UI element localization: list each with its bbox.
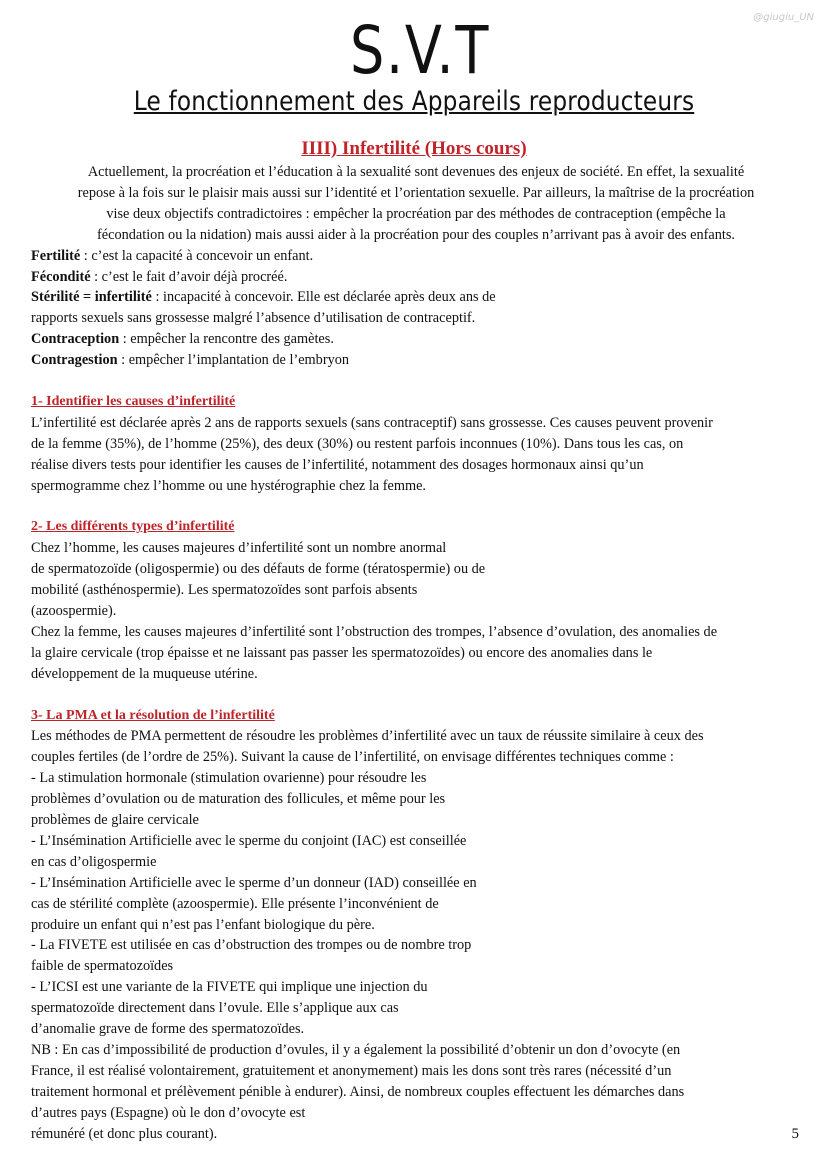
intro-line: vise deux objectifs contradictoires : empêcher la procréation par des méthodes de contraception (empêche la: [106, 205, 726, 222]
paragraph-line: la glaire cervicale (trop épaisse et ne laissant pas passer les spermatozoïdes) ou encore des anomalies dans le: [31, 644, 653, 661]
paragraph-line: réalise divers tests pour identifier les causes de l’infertilité, notamment des dosages hormonaux ainsi qu’un: [31, 456, 644, 473]
subsection-3-body: [31, 726, 801, 1144]
paragraph-line: traitement hormonal et prélèvement pénible à endurer). Ainsi, de nombreux couples effectuent les démarches dans: [31, 1083, 685, 1100]
paragraph-line: faible de spermatozoïdes: [31, 958, 174, 975]
definition-term: Contraception: [31, 331, 120, 348]
definition-term: Stérilité = infertilité: [31, 289, 152, 306]
paragraph-line: d’autres pays (Espagne) où le don d’ovocyte est: [31, 1104, 306, 1121]
watermark: @giugiu_UN: [753, 12, 814, 23]
subsection-2-title: 2- Les différents types d’infertilité: [31, 519, 235, 535]
paragraph-line: de spermatozoïde (oligospermie) ou des défauts de forme (tératospermie) ou de: [31, 561, 486, 578]
intro-line: Actuellement, la procréation et l’éducation à la sexualité sont devenues des enjeux de société. En effet, la sexualité: [87, 164, 745, 180]
intro-line: repose à la fois sur le plaisir mais aussi sur l’identité et l’orientation sexuelle. Par ailleurs, la maîtrise de la procréation: [77, 184, 755, 201]
intro-line: fécondation ou la nidation) mais aussi aider à la procréation pour des couples n’arrivant pas à avoir des enfants.: [97, 226, 735, 243]
subsection-1-title: 1- Identifier les causes d’infertilité: [31, 393, 236, 409]
definition-text: rapports sexuels sans grossesse malgré l’absence d’utilisation de contraceptif.: [31, 310, 476, 327]
paragraph-line: Les méthodes de PMA permettent de résoudre les problèmes d’infertilité avec un taux de réussite similaire à ceux des: [31, 728, 704, 745]
paragraph-line: d’anomalie grave de forme des spermatozoïdes.: [31, 1021, 305, 1038]
paragraph-line: Chez la femme, les causes majeures d’infertilité sont l’obstruction des trompes, l’absence d’ovulation, des anomalies de: [31, 623, 718, 640]
paragraph-line: - L’ICSI est une variante de la FIVETE qui implique une injection du: [31, 979, 428, 996]
section-title: IIII) Infertilité (Hors cours): [301, 138, 527, 159]
definition-sterilite-cont: [31, 308, 801, 329]
document-body: [31, 162, 801, 1145]
definition-text: : c’est le fait d’avoir déjà procréé.: [90, 268, 288, 285]
definition-term: Contragestion: [31, 352, 118, 369]
paragraph-line: couples fertiles (de l’ordre de 25%). Suivant la cause de l’infertilité, on envisage différentes techniques comme :: [31, 749, 674, 766]
definition-text: : incapacité à concevoir. Elle est déclarée après deux ans de: [151, 289, 496, 306]
paragraph-line: spermatozoïde directement dans l’ovule. Elle s’applique aux cas: [31, 1000, 399, 1017]
definition-text: : empêcher l’implantation de l’embryon: [117, 352, 350, 369]
definition-text: : empêcher la rencontre des gamètes.: [119, 331, 334, 348]
definitions-list: [31, 246, 801, 371]
paragraph-line: spermogramme chez l’homme ou une hystérographie chez la femme.: [31, 477, 426, 494]
paragraph-line: L’infertilité est déclarée après 2 ans de rapports sexuels (sans contraceptif) sans grossesse. Ces causes peuvent provenir: [31, 414, 713, 431]
definition-text: : c’est la capacité à concevoir un enfant.: [80, 247, 314, 264]
definition-contraception: [31, 329, 801, 350]
definition-fertilite: [31, 246, 801, 267]
paragraph-line: en cas d’oligospermie: [31, 853, 157, 870]
paragraph-line: rémunéré (et donc plus courant).: [31, 1125, 218, 1142]
subsection-2-body: [31, 538, 801, 684]
definition-term: Fécondité: [31, 268, 91, 285]
subsection-1-body: [31, 413, 801, 497]
paragraph-line: produire un enfant qui n’est pas l’enfant biologique du père.: [31, 916, 375, 933]
paragraph-line: France, il est réalisé volontairement, gratuitement et anonymement) mais les dons sont très rares (nécessité d’un: [31, 1062, 672, 1079]
definition-fecondite: [31, 267, 801, 288]
paragraph-line: - La FIVETE est utilisée en cas d’obstruction des trompes ou de nombre trop: [31, 937, 472, 954]
main-title: Le fonctionnement des Appareils reproducteurs: [133, 86, 695, 117]
definition-sterilite: [31, 287, 801, 308]
definition-term: Fertilité: [31, 247, 81, 264]
paragraph-line: cas de stérilité complète (azoospermie). Elle présente l’inconvénient de: [31, 895, 439, 912]
paragraph-line: Chez l’homme, les causes majeures d’infertilité sont un nombre anormal: [31, 540, 447, 557]
paragraph-line: NB : En cas d’impossibilité de production d’ovules, il y a également la possibilité d’obtenir un don d’ovocyte (en: [31, 1042, 681, 1059]
paragraph-line: (azoospermie).: [31, 603, 117, 619]
handwritten-title: S.V.T: [350, 12, 491, 89]
paragraph-line: - La stimulation hormonale (stimulation ovarienne) pour résoudre les: [31, 770, 427, 787]
paragraph-line: - L’Insémination Artificielle avec le sperme d’un donneur (IAD) conseillée en: [31, 874, 477, 891]
paragraph-line: - L’Insémination Artificielle avec le sperme du conjoint (IAC) est conseillée: [31, 832, 467, 849]
intro-paragraph: [31, 162, 801, 246]
paragraph-line: problèmes d’ovulation ou de maturation des follicules, et même pour les: [31, 791, 446, 808]
paragraph-line: mobilité (asthénospermie). Les spermatozoïdes sont parfois absents: [31, 582, 418, 599]
paragraph-line: développement de la muqueuse utérine.: [31, 665, 258, 682]
paragraph-line: problèmes de glaire cervicale: [31, 812, 199, 829]
page-number: 5: [791, 1126, 799, 1142]
definition-contragestion: [31, 350, 801, 371]
subsection-3-title: 3- La PMA et la résolution de l’infertilité: [31, 707, 275, 723]
paragraph-line: de la femme (35%), de l’homme (25%), des deux (30%) ou restent parfois inconnues (10%). Dans tous les cas, on: [31, 435, 684, 452]
